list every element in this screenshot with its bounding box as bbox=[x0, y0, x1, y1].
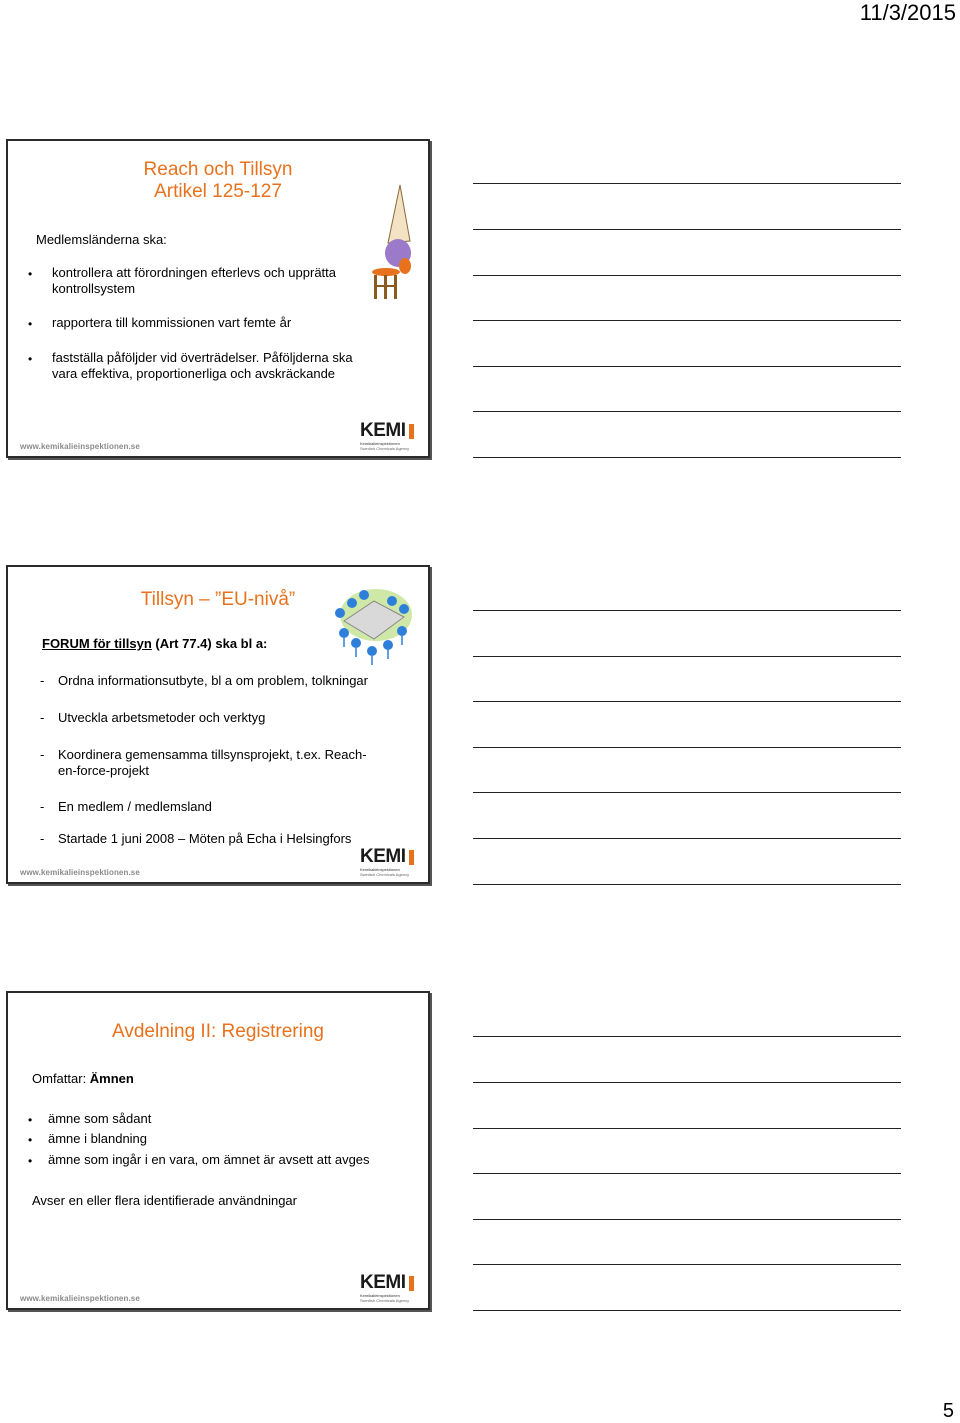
list-item: Startade 1 juni 2008 – Möten på Echa i Helsingfors bbox=[58, 831, 352, 846]
forum-link[interactable]: FORUM för tillsyn bbox=[42, 636, 152, 651]
note-line bbox=[473, 320, 901, 321]
note-line bbox=[473, 183, 901, 184]
note-line bbox=[473, 701, 901, 702]
meeting-table-icon bbox=[330, 587, 414, 667]
list-item: Utveckla arbetsmetoder och verktyg bbox=[58, 710, 266, 725]
note-line bbox=[473, 457, 901, 458]
dunce-figure-icon bbox=[360, 181, 420, 301]
covers-line: Omfattar: Ämnen bbox=[32, 1071, 134, 1086]
note-line bbox=[473, 838, 901, 839]
note-line bbox=[473, 792, 901, 793]
footer-url: www.kemikalieinspektionen.se bbox=[20, 1294, 140, 1303]
list-item: rapportera till kommissionen vart femte år bbox=[52, 315, 292, 330]
note-line bbox=[473, 1128, 901, 1129]
note-line bbox=[473, 1310, 901, 1311]
note-line bbox=[473, 411, 901, 412]
bullet-marker: • bbox=[28, 1113, 33, 1127]
list-item: Koordinera gemensamma tillsynsprojekt, t.ex. Reach- en-force-projekt bbox=[58, 747, 367, 778]
bullet-marker: • bbox=[28, 352, 33, 366]
page-number: 5 bbox=[942, 1400, 954, 1422]
kemi-logo: KEMI Kemikalieinspektionen Swedish Chemicals Agency bbox=[360, 421, 416, 451]
list-item: ämne som sådant bbox=[48, 1111, 152, 1126]
note-line bbox=[473, 1036, 901, 1037]
list-item: kontrollera att förordningen efterlevs och upprätta kontrollsystem bbox=[52, 265, 337, 296]
dash-marker: - bbox=[40, 673, 45, 688]
slide-avdelning-ii bbox=[6, 991, 430, 1310]
list-item: ämne i blandning bbox=[48, 1131, 148, 1146]
bullet-marker: • bbox=[28, 267, 33, 281]
note-line bbox=[473, 656, 901, 657]
bullet-marker: • bbox=[28, 1154, 33, 1168]
slide-intro: Medlemsländerna ska: bbox=[36, 232, 167, 247]
slide-title-line1: Reach och Tillsyn bbox=[143, 159, 293, 180]
footer-url: www.kemikalieinspektionen.se bbox=[20, 442, 140, 451]
note-line bbox=[473, 747, 901, 748]
list-item: ämne som ingår i en vara, om ämnet är avsett att avges bbox=[48, 1152, 370, 1167]
note-line bbox=[473, 884, 901, 885]
slide-title-line2: Artikel 125-127 bbox=[154, 181, 282, 202]
note-line bbox=[473, 366, 901, 367]
dash-marker: - bbox=[40, 710, 45, 725]
note-line bbox=[473, 610, 901, 611]
kemi-logo: KEMI Kemikalieinspektionen Swedish Chemicals Agency bbox=[360, 1273, 416, 1303]
bullet-marker: • bbox=[28, 1133, 33, 1147]
footer-url: www.kemikalieinspektionen.se bbox=[20, 868, 140, 877]
slide-title: Tillsyn – ”EU-nivå” bbox=[140, 589, 296, 610]
note-line bbox=[473, 1219, 901, 1220]
dash-marker: - bbox=[40, 831, 45, 846]
dash-marker: - bbox=[40, 799, 45, 814]
kemi-logo: KEMI Kemikalieinspektionen Swedish Chemicals Agency bbox=[360, 847, 416, 877]
closing-text: Avser en eller flera identifierade användningar bbox=[32, 1193, 297, 1208]
page-date: 11/3/2015 bbox=[859, 0, 956, 25]
note-line bbox=[473, 1082, 901, 1083]
slide-reach-och-tillsyn bbox=[6, 139, 430, 458]
slide-title: Avdelning II: Registrering bbox=[112, 1021, 324, 1042]
list-item: fastställa påföljder vid överträdelser. Påföljderna ska vara effektiva, proportionerliga och avskräckande bbox=[52, 350, 353, 381]
forum-line: FORUM för tillsyn (Art 77.4) ska bl a: bbox=[42, 636, 268, 651]
list-item: Ordna informationsutbyte, bl a om problem, tolkningar bbox=[58, 673, 368, 688]
list-item: En medlem / medlemsland bbox=[58, 799, 212, 814]
note-line bbox=[473, 229, 901, 230]
dash-marker: - bbox=[40, 747, 45, 762]
bullet-marker: • bbox=[28, 317, 33, 331]
note-line bbox=[473, 1264, 901, 1265]
slide-tillsyn-eu-niva bbox=[6, 565, 430, 884]
note-line bbox=[473, 275, 901, 276]
note-line bbox=[473, 1173, 901, 1174]
